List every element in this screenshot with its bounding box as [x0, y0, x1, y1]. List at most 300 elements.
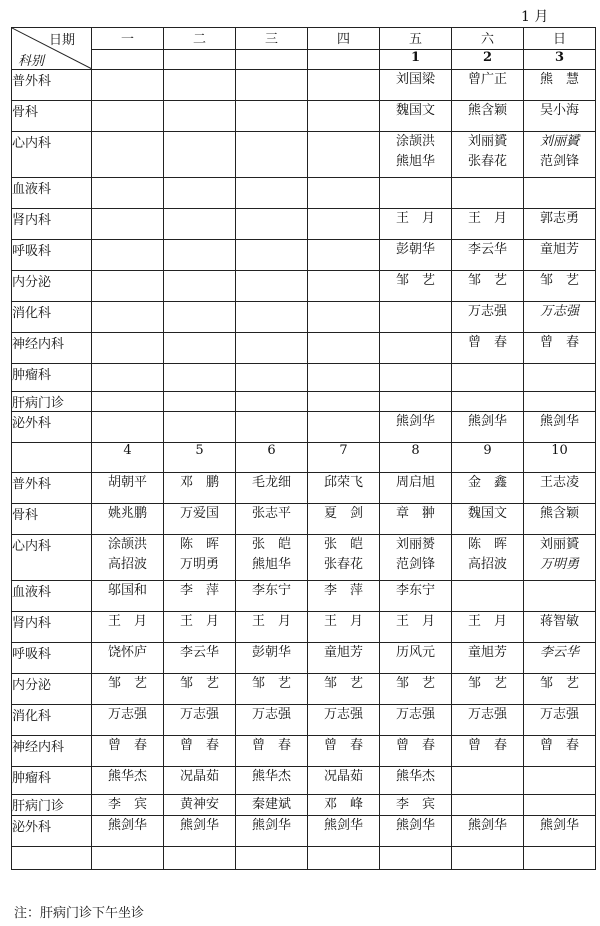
doctor-name: 万志强 [539, 707, 579, 722]
date-number: 7 [308, 443, 380, 473]
duty-cell [452, 178, 524, 209]
doctor-name: 熊旭华 [251, 557, 291, 572]
duty-cell [92, 364, 164, 392]
duty-cell [380, 674, 452, 705]
dept-name: 血液科 [12, 178, 92, 209]
dept-name: 心内科 [12, 132, 92, 178]
duty-cell [164, 816, 236, 847]
dept-name: 泌外科 [12, 412, 92, 443]
duty-cell [308, 473, 380, 504]
doctor-name: 姚兆鹏 [107, 506, 147, 521]
doctor-name: 刘丽贇 [467, 134, 507, 149]
doctor-name: 黄神安 [179, 797, 219, 812]
doctor-name: 王 月 [467, 211, 507, 226]
dept-row-week2 [12, 581, 596, 612]
blank-cell [12, 847, 92, 870]
duty-cell [380, 767, 452, 795]
doctor-name: 陈 晖 [467, 537, 507, 552]
duty-cell [236, 674, 308, 705]
duty-cell [92, 302, 164, 333]
doctor-name: 魏国文 [395, 103, 435, 118]
doctor-name: 邬国和 [107, 583, 147, 598]
doctor-name: 张春花 [467, 154, 507, 169]
duty-cell [524, 364, 596, 392]
doctor-name: 邹 艺 [107, 676, 147, 691]
doctor-name: 章 翀 [395, 506, 435, 521]
doctor-name: 邓 鹏 [179, 475, 219, 490]
duty-cell [92, 767, 164, 795]
doctor-name: 邹 艺 [395, 273, 435, 288]
duty-cell [164, 473, 236, 504]
doctor-name: 熊剑华 [539, 414, 579, 429]
duty-cell [380, 132, 452, 178]
duty-cell [380, 364, 452, 392]
doctor-name: 王 月 [467, 614, 507, 629]
duty-cell [308, 643, 380, 674]
duty-cell [380, 705, 452, 736]
duty-cell [308, 70, 380, 101]
duty-cell [452, 816, 524, 847]
doctor-name: 熊剑华 [251, 818, 291, 833]
doctor-name: 张志平 [251, 506, 291, 521]
doctor-name: 熊华杰 [107, 769, 147, 784]
doctor-name: 毛龙细 [251, 475, 291, 490]
dept-row-week1 [12, 392, 596, 412]
duty-cell [164, 132, 236, 178]
duty-cell [92, 535, 164, 581]
dept-row-week1 [12, 70, 596, 101]
duty-cell [524, 816, 596, 847]
doctor-name: 曾 春 [107, 738, 147, 753]
duty-cell [236, 795, 308, 816]
doctor-name: 李 萍 [179, 583, 219, 598]
duty-cell [452, 473, 524, 504]
doctor-name: 王志凌 [539, 475, 579, 490]
duty-cell [236, 412, 308, 443]
corner-header [12, 28, 92, 70]
dept-row-week1 [12, 364, 596, 392]
weekday-header: 二 [164, 28, 236, 50]
duty-cell [380, 535, 452, 581]
duty-cell [452, 705, 524, 736]
duty-cell [92, 795, 164, 816]
dept-row-week1 [12, 132, 596, 178]
dept-header-label: 科别 [18, 54, 45, 69]
date-row-week2 [12, 443, 596, 473]
doctor-name: 万明勇 [539, 557, 579, 572]
duty-cell [164, 674, 236, 705]
duty-cell [308, 795, 380, 816]
duty-cell [380, 504, 452, 535]
footnote: 注：肝病门诊下午坐诊 [14, 906, 145, 921]
duty-cell [308, 612, 380, 643]
doctor-name: 邹 艺 [179, 676, 219, 691]
duty-cell [92, 504, 164, 535]
dept-name: 呼吸科 [12, 643, 92, 674]
dept-name: 肝病门诊 [12, 795, 92, 816]
dept-row-week2 [12, 504, 596, 535]
duty-cell [92, 643, 164, 674]
duty-cell [524, 643, 596, 674]
doctor-name: 况晶茹 [323, 769, 363, 784]
duty-cell [380, 392, 452, 412]
doctor-name: 吴小海 [539, 103, 579, 118]
duty-cell [236, 271, 308, 302]
duty-cell [92, 581, 164, 612]
doctor-name: 金 鑫 [467, 475, 507, 490]
duty-cell [92, 736, 164, 767]
duty-cell [452, 364, 524, 392]
doctor-name: 万明勇 [179, 557, 219, 572]
dept-name: 肝病门诊 [12, 392, 92, 412]
duty-cell [524, 101, 596, 132]
duty-cell [236, 767, 308, 795]
duty-cell [308, 816, 380, 847]
duty-cell [236, 473, 308, 504]
dept-name: 消化科 [12, 302, 92, 333]
duty-cell [308, 132, 380, 178]
doctor-name: 况晶茹 [179, 769, 219, 784]
doctor-name: 周启旭 [395, 475, 435, 490]
dept-name: 骨科 [12, 101, 92, 132]
duty-cell [380, 736, 452, 767]
doctor-name: 曾 春 [323, 738, 363, 753]
duty-cell [452, 535, 524, 581]
doctor-name: 王 月 [323, 614, 363, 629]
duty-cell [308, 412, 380, 443]
duty-cell [236, 643, 308, 674]
doctor-name: 熊剑华 [467, 818, 507, 833]
doctor-name: 邱荣飞 [323, 475, 363, 490]
duty-cell [164, 581, 236, 612]
duty-cell [380, 333, 452, 364]
dept-name: 血液科 [12, 581, 92, 612]
duty-cell [308, 705, 380, 736]
duty-cell [380, 70, 452, 101]
doctor-name: 熊剑华 [107, 818, 147, 833]
duty-cell [92, 209, 164, 240]
duty-cell [452, 70, 524, 101]
duty-cell [92, 392, 164, 412]
doctor-name: 万爱国 [179, 506, 219, 521]
doctor-name: 王 月 [395, 211, 435, 226]
duty-cell [380, 240, 452, 271]
doctor-name: 熊剑华 [395, 414, 435, 429]
doctor-name: 曾 春 [251, 738, 291, 753]
dept-name: 内分泌 [12, 271, 92, 302]
doctor-name: 熊旭华 [395, 154, 435, 169]
doctor-name: 万志强 [467, 304, 507, 319]
duty-cell [92, 333, 164, 364]
doctor-name: 邹 艺 [539, 273, 579, 288]
duty-cell [452, 271, 524, 302]
dept-name: 神经内科 [12, 736, 92, 767]
duty-cell [524, 132, 596, 178]
doctor-name: 彭朝华 [251, 645, 291, 660]
doctor-name: 张 皑 [323, 537, 363, 552]
doctor-name: 熊剑华 [395, 818, 435, 833]
doctor-name: 邹 艺 [395, 676, 435, 691]
dept-row-week1 [12, 271, 596, 302]
duty-cell [524, 535, 596, 581]
duty-cell [164, 209, 236, 240]
weekday-header: 四 [308, 28, 380, 50]
duty-cell [92, 816, 164, 847]
duty-cell [380, 412, 452, 443]
doctor-name: 张 皑 [251, 537, 291, 552]
duty-cell [452, 302, 524, 333]
dept-name: 肿瘤科 [12, 364, 92, 392]
doctor-name: 万志强 [467, 707, 507, 722]
duty-cell [308, 364, 380, 392]
duty-cell [164, 767, 236, 795]
duty-cell [380, 816, 452, 847]
weekday-header-row [12, 28, 596, 50]
date-number: 2 [452, 49, 524, 69]
duty-cell [524, 209, 596, 240]
duty-cell [236, 535, 308, 581]
duty-cell [452, 612, 524, 643]
dept-row-week2 [12, 643, 596, 674]
doctor-name: 万志强 [179, 707, 219, 722]
date-number: 1 [380, 49, 452, 69]
duty-cell [380, 643, 452, 674]
duty-cell [380, 209, 452, 240]
doctor-name: 彭朝华 [395, 242, 435, 257]
weekday-header: 日 [524, 28, 596, 50]
date-number [92, 49, 164, 69]
doctor-name: 范剑锋 [395, 557, 435, 572]
doctor-name: 邹 艺 [539, 676, 579, 691]
dept-row-week2 [12, 705, 596, 736]
dept-name: 肿瘤科 [12, 767, 92, 795]
duty-cell [236, 101, 308, 132]
dept-name: 泌外科 [12, 816, 92, 847]
blank-cell [164, 847, 236, 870]
dept-row-week2 [12, 767, 596, 795]
doctor-name: 熊剑华 [539, 818, 579, 833]
duty-cell [452, 333, 524, 364]
date-number [164, 49, 236, 69]
doctor-name: 饶怀庐 [107, 645, 147, 660]
duty-cell [92, 412, 164, 443]
blank-cell [92, 847, 164, 870]
dept-row-week2 [12, 736, 596, 767]
duty-cell [524, 473, 596, 504]
date-number: 5 [164, 443, 236, 473]
dept-name: 消化科 [12, 705, 92, 736]
date-number: 9 [452, 443, 524, 473]
doctor-name: 李 宾 [107, 797, 147, 812]
doctor-name: 李云华 [467, 242, 507, 257]
doctor-name: 刘国梁 [395, 72, 435, 87]
doctor-name: 邹 艺 [467, 273, 507, 288]
dept-name: 普外科 [12, 473, 92, 504]
duty-cell [236, 581, 308, 612]
duty-cell [452, 392, 524, 412]
duty-cell [308, 240, 380, 271]
duty-cell [92, 178, 164, 209]
dept-name: 普外科 [12, 70, 92, 101]
duty-cell [236, 209, 308, 240]
doctor-name: 万志强 [539, 304, 579, 319]
duty-cell [164, 705, 236, 736]
doctor-name: 邹 艺 [467, 676, 507, 691]
duty-cell [236, 70, 308, 101]
dept-name: 肾内科 [12, 612, 92, 643]
duty-cell [236, 132, 308, 178]
duty-cell [236, 302, 308, 333]
doctor-name: 曾 春 [467, 738, 507, 753]
duty-cell [236, 392, 308, 412]
duty-cell [452, 240, 524, 271]
duty-cell [452, 209, 524, 240]
duty-cell [164, 643, 236, 674]
weekday-header: 三 [236, 28, 308, 50]
duty-cell [524, 767, 596, 795]
duty-cell [92, 473, 164, 504]
duty-cell [524, 412, 596, 443]
duty-cell [164, 504, 236, 535]
duty-cell [452, 101, 524, 132]
doctor-name: 熊华杰 [251, 769, 291, 784]
duty-cell [452, 795, 524, 816]
duty-cell [164, 535, 236, 581]
duty-cell [92, 70, 164, 101]
dept-row-week1 [12, 101, 596, 132]
duty-cell [524, 705, 596, 736]
blank-cell [524, 847, 596, 870]
duty-cell [524, 70, 596, 101]
date-header-label: 日期 [48, 33, 75, 48]
duty-cell [524, 392, 596, 412]
duty-cell [452, 581, 524, 612]
duty-cell [164, 795, 236, 816]
doctor-name: 刘丽贇 [539, 537, 579, 552]
duty-cell [92, 101, 164, 132]
weekday-header: 六 [452, 28, 524, 50]
duty-cell [92, 705, 164, 736]
doctor-name: 万志强 [323, 707, 363, 722]
dept-row-week1 [12, 302, 596, 333]
duty-cell [308, 767, 380, 795]
blank-cell [308, 847, 380, 870]
doctor-name: 熊剑华 [467, 414, 507, 429]
month-label: 1 月 [521, 9, 549, 25]
doctor-name: 范剑锋 [539, 154, 579, 169]
dept-name: 骨科 [12, 504, 92, 535]
duty-cell [92, 612, 164, 643]
doctor-name: 李东宁 [251, 583, 291, 598]
duty-cell [308, 736, 380, 767]
duty-cell [524, 736, 596, 767]
doctor-name: 高招波 [467, 557, 507, 572]
duty-cell [524, 178, 596, 209]
doctor-name: 张春花 [323, 557, 363, 572]
duty-cell [236, 178, 308, 209]
doctor-name: 万志强 [395, 707, 435, 722]
duty-cell [164, 412, 236, 443]
duty-cell [308, 178, 380, 209]
duty-cell [380, 101, 452, 132]
doctor-name: 王 月 [107, 614, 147, 629]
duty-cell [236, 240, 308, 271]
dept-row-week1 [12, 333, 596, 364]
dept-row-week1 [12, 240, 596, 271]
doctor-name: 童旭芳 [539, 242, 579, 257]
duty-cell [524, 581, 596, 612]
doctor-name: 高招波 [107, 557, 147, 572]
doctor-name: 熊 慧 [539, 72, 579, 87]
duty-cell [524, 333, 596, 364]
doctor-name: 曾 春 [179, 738, 219, 753]
duty-cell [164, 392, 236, 412]
date-number: 6 [236, 443, 308, 473]
dept-row-week2 [12, 674, 596, 705]
doctor-name: 熊含颖 [467, 103, 507, 118]
duty-cell [308, 101, 380, 132]
doctor-name: 曾 春 [539, 738, 579, 753]
dept-name: 心内科 [12, 535, 92, 581]
date-number [308, 49, 380, 69]
duty-cell [308, 302, 380, 333]
duty-cell [164, 736, 236, 767]
duty-cell [524, 240, 596, 271]
dept-name: 肾内科 [12, 209, 92, 240]
duty-cell [380, 302, 452, 333]
duty-cell [164, 364, 236, 392]
duty-cell [164, 333, 236, 364]
doctor-name: 涂颉洪 [107, 537, 147, 552]
doctor-name: 李 宾 [395, 797, 435, 812]
doctor-name: 熊华杰 [395, 769, 435, 784]
duty-cell [524, 302, 596, 333]
duty-cell [380, 178, 452, 209]
doctor-name: 王 月 [179, 614, 219, 629]
duty-cell [164, 302, 236, 333]
duty-cell [92, 132, 164, 178]
duty-cell [524, 795, 596, 816]
dept-row-week2 [12, 795, 596, 816]
doctor-name: 童旭芳 [323, 645, 363, 660]
duty-cell [164, 271, 236, 302]
doctor-name: 万志强 [107, 707, 147, 722]
doctor-name: 熊含颖 [539, 506, 579, 521]
doctor-name: 曾广正 [467, 72, 507, 87]
duty-schedule-table [11, 27, 596, 870]
dept-row-week2 [12, 535, 596, 581]
duty-cell [524, 674, 596, 705]
dept-name: 呼吸科 [12, 240, 92, 271]
duty-cell [452, 412, 524, 443]
doctor-name: 曾 春 [539, 335, 579, 350]
doctor-name: 李 萍 [323, 583, 363, 598]
duty-cell [380, 581, 452, 612]
doctor-name: 夏 剑 [323, 506, 363, 521]
doctor-name: 陈 晖 [179, 537, 219, 552]
dept-row-week2 [12, 612, 596, 643]
duty-cell [236, 504, 308, 535]
duty-cell [92, 674, 164, 705]
duty-cell [308, 209, 380, 240]
duty-cell [164, 178, 236, 209]
weekday-header: 五 [380, 28, 452, 50]
dept-row-week2 [12, 473, 596, 504]
duty-cell [308, 535, 380, 581]
duty-cell [452, 736, 524, 767]
duty-cell [164, 612, 236, 643]
doctor-name: 刘丽赟 [395, 537, 435, 552]
